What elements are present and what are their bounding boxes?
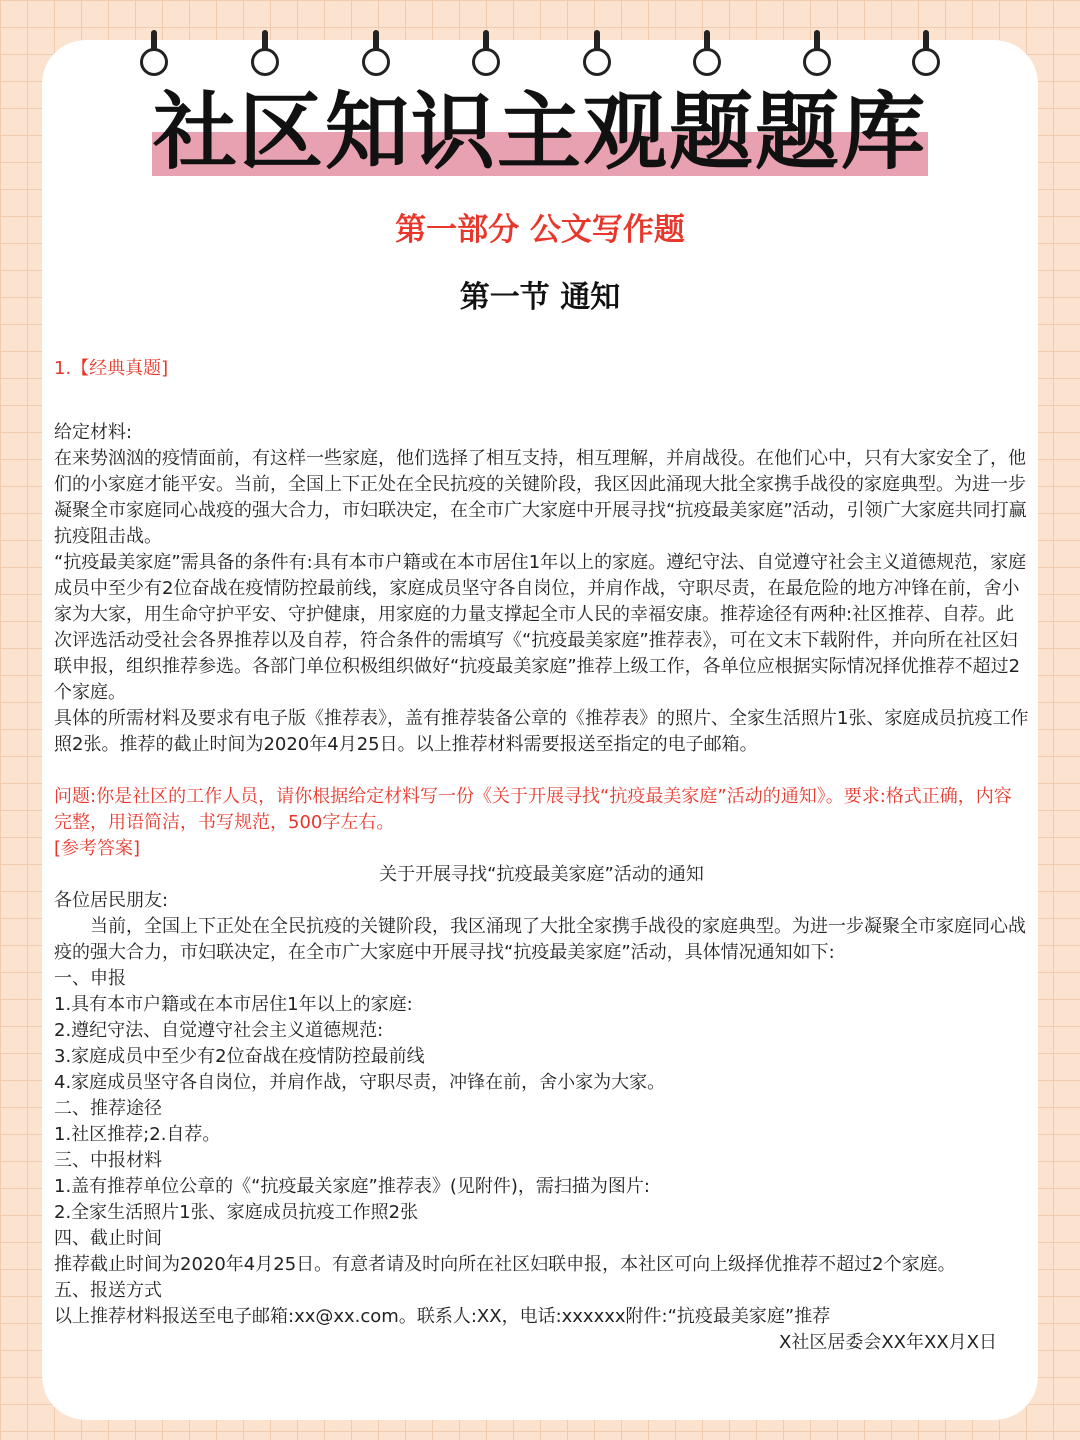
notice-line: 三、中报材料: [54, 1150, 162, 1171]
document-body: [54, 356, 1029, 1356]
material-label: 给定材料:: [54, 422, 133, 443]
notice-line: 1.盖有推荐单位公章的《“抗疫最关家庭”推荐表》(见附件)，需扫描为图片:: [54, 1176, 650, 1197]
answer-label: [参考答案]: [54, 838, 141, 859]
question-tag: 1.【经典真题]: [54, 358, 169, 379]
title-block: [0, 78, 1080, 188]
material-paragraph: “抗疫最美家庭”需具备的条件有:具有本市户籍或在本市居住1年以上的家庭。遵纪守法、自觉遵守社会主义道德规范，家庭成员中至少有2位奋战在疫情防控最前线，家庭成员坚守各自岗位，并肩作战，守职尽责，在最危险的地方冲锋在前，舍小家为大家，用生命守护平安、守护健康，用家庭的力量支撑起全市人民的幸福安康。推荐途径有两种:社区推荐、自荐。此次评选活动受社会各界推荐以及自荐，符合条件的需填写《“抗疫最美家庭”推荐表》，可在文末下载附件，并向所在社区妇联申报，组织推荐参选。各部门单位积极组织做好“抗疫最美家庭”推荐上级工作，各单位应根据实际情况择优推荐不超过2个家庭。: [54, 552, 1027, 703]
binder-ring-icon: [362, 30, 390, 76]
notice-line: 四、截止时间: [54, 1228, 162, 1249]
question-text: 问题:你是社区的工作人员，请你根据给定材料写一份《关于开展寻找“抗疫最美家庭”活动的通知》。要求:格式正确，内容完整，用语简洁，书写规范，500字左右。: [54, 786, 1012, 833]
page-title: 社区知识主观题题库: [152, 83, 927, 181]
notice-line: 一、申报: [54, 968, 126, 989]
notice-line: 五、报送方式: [54, 1280, 162, 1301]
binder-ring-icon: [912, 30, 940, 76]
notice-line: 3.家庭成员中至少有2位奋战在疫情防控最前线: [54, 1046, 425, 1067]
material-paragraph: 具体的所需材料及要求有电子版《推荐表》，盖有推荐装备公章的《推荐表》的照片、全家生活照片1张、家庭成员抗疫工作照2张。推荐的截止时间为2020年4月25日。以上推荐材料需要报送至指定的电子邮箱。: [54, 708, 1029, 755]
notice-title: 关于开展寻找“抗疫最美家庭”活动的通知: [379, 864, 704, 885]
binder-ring-icon: [140, 30, 168, 76]
notice-signature: X社区居委会XX年XX月X日: [779, 1332, 997, 1353]
binder-ring-icon: [251, 30, 279, 76]
binder-rings: [0, 0, 1080, 90]
notice-line: 二、推荐途径: [54, 1098, 162, 1119]
material-paragraph: 在来势汹汹的疫情面前，有这样一些家庭，他们选择了相互支持，相互理解，并肩战役。在他们心中，只有大家安全了，他们的小家庭才能平安。当前，全国上下正处在全民抗疫的关键阶段，我区因此涌现大批全家携手战役的家庭典型。为进一步凝聚全市家庭同心战疫的强大合力，市妇联决定，在全市广大家庭中开展寻找“抗疫最美家庭”活动，引领广大家庭共同打赢抗疫阻击战。: [54, 448, 1027, 547]
binder-ring-icon: [583, 30, 611, 76]
notice-line: 4.家庭成员坚守各自岗位，并肩作战，守职尽责，冲锋在前，舍小家为大家。: [54, 1072, 666, 1093]
binder-ring-icon: [472, 30, 500, 76]
notice-intro: 当前，全国上下正处在全民抗疫的关键阶段，我区涌现了大批全家携手战役的家庭典型。为进一步凝聚全市家庭同心战疫的强大合力，市妇联决定，在全市广大家庭中开展寻找“抗疫最美家庭”活动，具体情况通知如下:: [54, 916, 1026, 963]
notice-line: 2.全家生活照片1张、家庭成员抗疫工作照2张: [54, 1202, 419, 1223]
binder-ring-icon: [803, 30, 831, 76]
notice-greeting: 各位居民朋友:: [54, 890, 169, 911]
notice-line: 以上推荐材料报送至电子邮箱:xx@xx.com。联系人:XX，电话:xxxxxx附件:“抗疫最美家庭”推荐: [54, 1306, 831, 1327]
section-title: 第一节 通知: [459, 280, 621, 315]
part-title: 第一部分 公文写作题: [395, 212, 685, 248]
notice-line: 2.遵纪守法、自觉遵守社会主义道德规范:: [54, 1020, 384, 1041]
notice-line: 推荐截止时间为2020年4月25日。有意者请及时向所在社区妇联申报，本社区可向上级择优推荐不超过2个家庭。: [54, 1254, 956, 1275]
binder-ring-icon: [693, 30, 721, 76]
notice-line: 1.具有本市户籍或在本市居住1年以上的家庭:: [54, 994, 413, 1015]
notice-line: 1.社区推荐;2.自荐。: [54, 1124, 221, 1145]
